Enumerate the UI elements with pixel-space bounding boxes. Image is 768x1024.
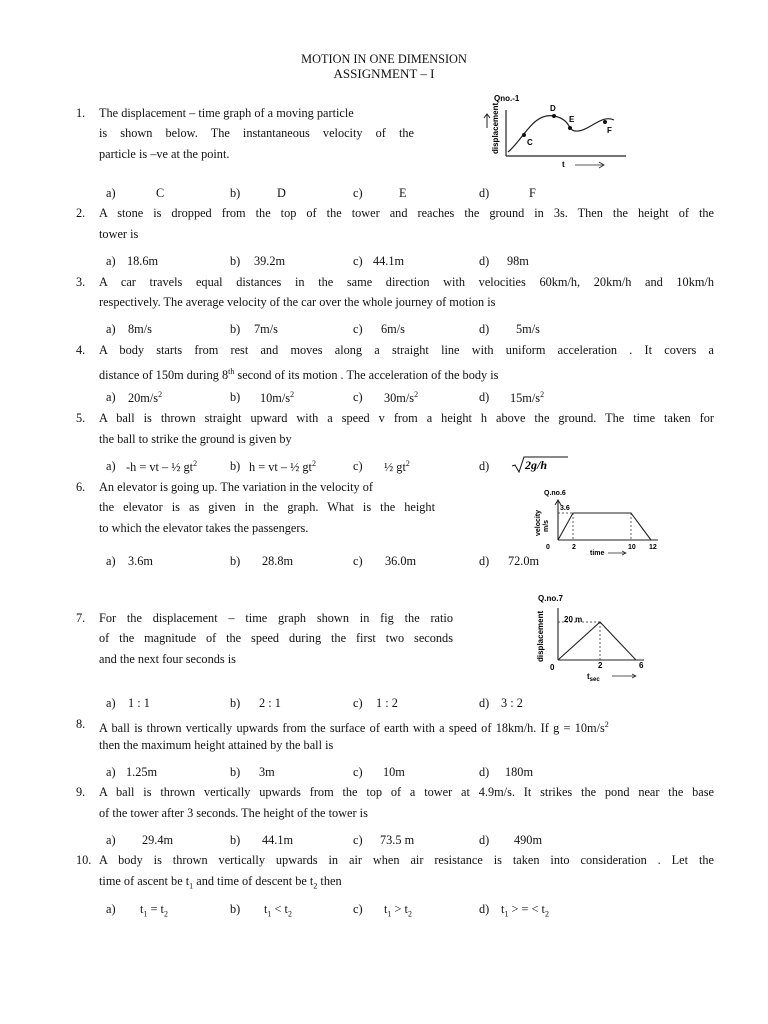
option-label: b) [230,833,241,847]
question-number: 1. [76,106,86,120]
option-value: 98m [507,254,529,268]
sqrt-content: 2g/h [525,458,548,472]
question-text: A body is thrown vertically upwards in air when air resistance is taken into consideration . Let the [99,853,714,867]
option-label: a) [106,459,116,473]
option-label: a) [106,696,116,710]
question-text: the ball to strike the ground is given by [99,432,292,446]
option-label: d) [479,765,490,779]
point-e [568,126,572,130]
page-subtitle: ASSIGNMENT – I [333,66,435,81]
option-label: a) [106,902,116,916]
peak-label: 3.6 [560,505,570,512]
point-c [522,133,526,137]
option-value: 1 : 1 [128,696,150,710]
option-value: 180m [505,765,534,779]
option-label: a) [106,186,116,200]
question-text: For the displacement – time graph shown in fig the ratio [99,611,453,625]
option-label: c) [353,902,363,916]
option-value: -h = vt – ½ $gt^2$ [126,459,198,475]
option-label: b) [230,322,241,336]
option-label: b) [230,765,241,779]
velocity-time-graph-q6 [528,486,668,558]
question-text: tower is [99,227,139,241]
question-number: 7. [76,611,86,625]
question-number: 4. [76,343,86,357]
question-number: 6. [76,480,86,494]
option-value: h = vt – ½ $gt^2$ [249,459,316,475]
option-value: $t_1 = t_2$ [140,902,168,919]
displacement-time-graph-q1 [478,90,638,172]
option-label: d) [479,554,490,568]
question-text: A ball is thrown vertically upwards from the surface of earth with a speed of 18km/h. If $g = 10m/s^2$ [99,720,609,736]
option-value: 36.0m [385,554,417,568]
x-axis-label: t [562,160,565,169]
question-text: time of ascent be $t_1$ and time of descent be $t_2$ then [99,874,342,891]
peak-label: 20 m [564,615,583,624]
point-c-label: C [527,138,533,147]
tick-label: 10 [628,544,636,551]
displacement-time-graph-q7 [530,588,660,688]
option-value: $15m/s^2$ [510,390,545,406]
y-axis-unit: m/s [543,519,550,532]
option-value: 10m [383,765,405,779]
option-value: D [277,186,286,200]
page-title: MOTION IN ONE DIMENSION [301,52,467,66]
question-number: 3. [76,275,86,289]
question-text: A body starts from rest and moves along a straight line with uniform acceleration . It covers a [99,343,714,357]
option-value: 1 : 2 [376,696,398,710]
question-text: then the maximum height attained by the ball is [99,738,334,752]
option-value: 1.25m [126,765,158,779]
option-value: 29.4m [142,833,174,847]
tick-label: 0 [546,544,550,551]
y-axis-label: velocity [535,509,542,536]
option-label: a) [106,390,116,404]
option-value: 3.6m [128,554,153,568]
option-value: 73.5 m [380,833,415,847]
option-label: b) [230,254,241,268]
question-text: A car travels equal distances in the same direction with velocities 60km/h, 20km/h and 10km/h [99,275,714,289]
option-label: c) [353,322,363,336]
question-text: A ball is thrown straight upward with a speed v from a height h above the ground. The time taken for [99,411,714,425]
option-label: b) [230,459,241,473]
option-value: E [399,186,407,200]
option-label: b) [230,390,241,404]
point-d-label: D [550,104,556,113]
option-value: 18.6m [127,254,159,268]
option-value: 39.2m [254,254,286,268]
option-label: d) [479,902,490,916]
option-label: b) [230,696,241,710]
option-value: 3m [259,765,275,779]
option-value: 6m/s [381,322,405,336]
displacement-line [558,622,636,660]
option-label: c) [353,833,363,847]
question-text: A stone is dropped from the top of the tower and reaches the ground in 3s. Then the height of the [99,206,714,220]
option-value: $30m/s^2$ [384,390,419,406]
velocity-line [558,513,651,540]
question-text: to which the elevator takes the passengers. [99,521,309,535]
figure-caption: Qno.-1 [494,94,520,103]
point-d [552,114,556,118]
option-value: 3 : 2 [501,696,523,710]
option-label: c) [353,186,363,200]
question-text: respectively. The average velocity of the car over the whole journey of motion is [99,295,496,309]
sqrt-formula [510,455,570,475]
option-label: d) [479,254,490,268]
question-text: of the magnitude of the speed during the first two seconds [99,631,453,645]
point-e-label: E [569,115,575,124]
option-label: d) [479,322,490,336]
question-text: and the next four seconds is [99,652,236,666]
figure-caption: Q.no.7 [538,594,563,603]
option-label: c) [353,554,363,568]
option-label: c) [353,254,363,268]
y-axis-label: displacement [491,102,500,154]
option-value: $t_1$ > = < $t_2$ [501,902,549,919]
tick-label: 6 [639,661,644,670]
option-label: a) [106,254,116,268]
option-label: a) [106,322,116,336]
option-value: $t_1 > t_2$ [384,902,412,919]
option-label: a) [106,833,116,847]
question-text: is shown below. The instantaneous velocity of the [99,126,414,140]
option-label: d) [479,833,490,847]
option-label: b) [230,902,241,916]
option-value: 28.8m [262,554,294,568]
option-label: a) [106,765,116,779]
question-number: 8. [76,717,86,731]
x-axis-label: time [590,550,605,557]
option-value: 44.1m [373,254,405,268]
question-text: the elevator is as given in the graph. What is the height [99,500,435,514]
option-label: c) [353,390,363,404]
option-value: $10m/s^2$ [260,390,295,406]
option-label: c) [353,459,363,473]
option-label: c) [353,765,363,779]
option-value: $20m/s^2$ [128,390,163,406]
question-number: 5. [76,411,86,425]
question-number: 10. [76,853,92,867]
option-value: C [156,186,165,200]
option-value: $t_1 < t_2$ [264,902,292,919]
tick-label: 0 [550,663,555,672]
option-value: 44.1m [262,833,294,847]
question-text: of the tower after 3 seconds. The height of the tower is [99,806,368,820]
x-axis-label: $t_{sec}$ [587,672,600,683]
question-text: distance of 150m during 8th second of its motion . The acceleration of the body is [99,367,499,383]
option-label: b) [230,554,241,568]
option-value: 490m [514,833,543,847]
question-text: A ball is thrown vertically upwards from the top of a tower at 4.9m/s. It strikes the pond near the base [99,785,714,799]
option-label: d) [479,696,490,710]
question-number: 2. [76,206,86,220]
option-label: d) [479,390,490,404]
question-text: particle is –ve at the point. [99,147,230,161]
option-value: F [529,186,536,200]
point-f [603,120,607,124]
question-text: The displacement – time graph of a moving particle [99,106,354,120]
option-label: d) [479,459,490,473]
option-label: a) [106,554,116,568]
option-label: d) [479,186,490,200]
y-axis-label: displacement [536,610,545,662]
figure-caption: Q.no.6 [544,490,566,497]
option-value: 8m/s [128,322,152,336]
option-label: b) [230,186,241,200]
option-value: 72.0m [508,554,540,568]
tick-label: 2 [598,661,603,670]
tick-label: 12 [649,544,657,551]
option-value: 7m/s [254,322,278,336]
option-value: 5m/s [516,322,540,336]
tick-label: 2 [572,544,576,551]
point-f-label: F [607,126,612,135]
option-value: ½ $gt^2$ [384,459,410,475]
option-label: c) [353,696,363,710]
question-number: 9. [76,785,86,799]
option-value: 2 : 1 [259,696,281,710]
question-text: An elevator is going up. The variation in the velocity of [99,480,373,494]
